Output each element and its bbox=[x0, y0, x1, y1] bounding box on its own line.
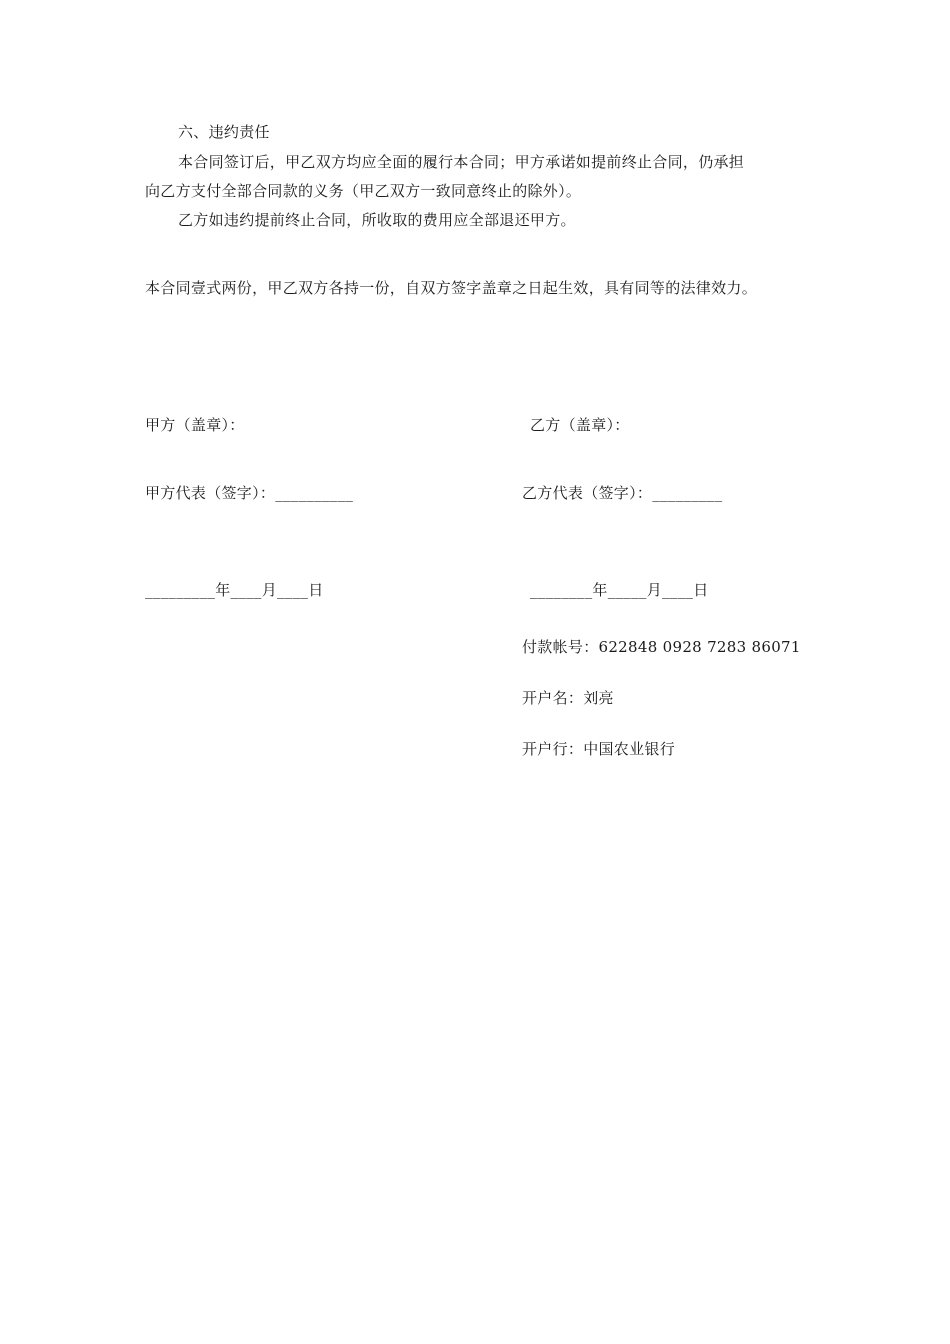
section-heading: 六、违约责任 bbox=[178, 123, 270, 141]
breach-paragraph-line-1: 本合同签订后，甲乙双方均应全面的履行本合同；甲方承诺如提前终止合同，仍承担 bbox=[178, 153, 745, 171]
party-b-seal-label: 乙方（盖章）： bbox=[530, 416, 630, 434]
breach-paragraph-line-2: 向乙方支付全部合同款的义务（甲乙双方一致同意终止的除外）。 bbox=[145, 182, 582, 200]
party-a-date: _________年____月____日 bbox=[145, 581, 324, 599]
party-a-representative-signature: 甲方代表（签字）：__________ bbox=[145, 484, 354, 502]
payment-account: 付款帐号：622848 0928 7283 86071 bbox=[522, 638, 801, 656]
party-a-seal-label: 甲方（盖章）： bbox=[145, 416, 245, 434]
account-holder-name: 开户名：刘亮 bbox=[522, 689, 614, 707]
closing-clause: 本合同壹式两份，甲乙双方各持一份，自双方签字盖章之日起生效，具有同等的法律效力。 bbox=[145, 279, 758, 297]
party-b-date: ________年_____月____日 bbox=[530, 581, 709, 599]
refund-paragraph: 乙方如违约提前终止合同，所收取的费用应全部退还甲方。 bbox=[178, 211, 576, 229]
party-b-representative-signature: 乙方代表（签字）：_________ bbox=[522, 484, 723, 502]
bank-name: 开户行：中国农业银行 bbox=[522, 740, 676, 758]
